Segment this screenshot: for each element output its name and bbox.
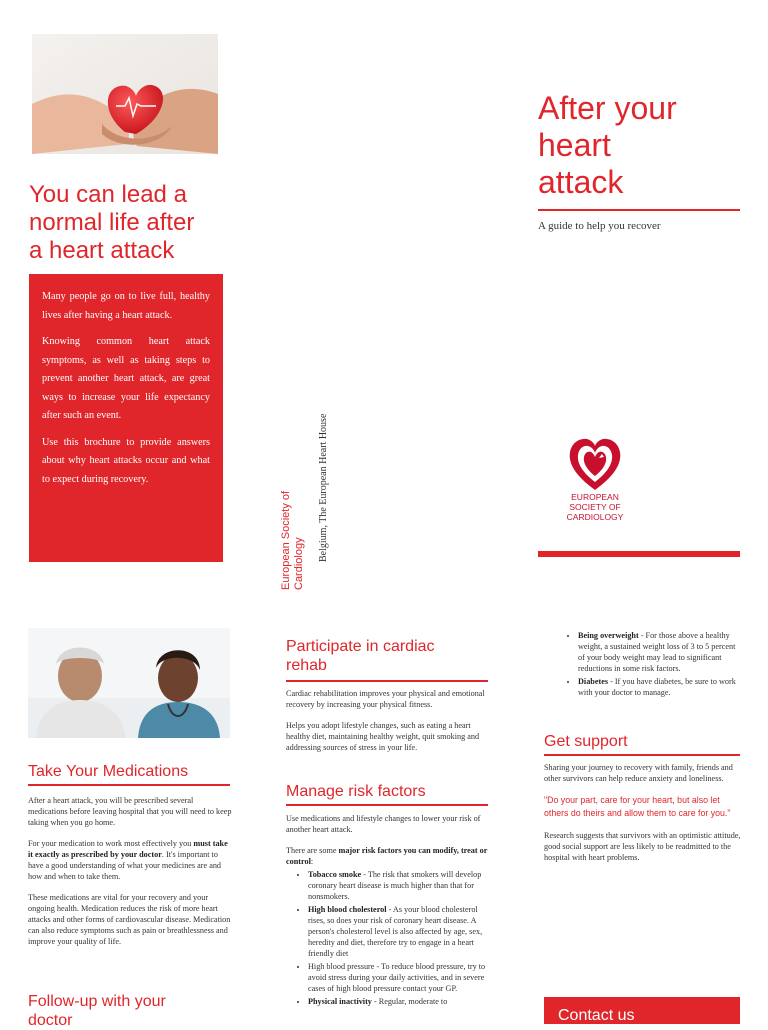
bold-run: Physical inactivity <box>308 997 372 1006</box>
cover-title-line: attack <box>538 164 624 200</box>
cover-title-divider <box>538 209 740 211</box>
get-support-title: Get support <box>544 733 628 750</box>
list-item <box>308 904 490 959</box>
title-line: rehab <box>286 657 327 674</box>
left-headline <box>29 181 229 265</box>
contact-us-title: Contact us <box>558 1007 635 1024</box>
support-body <box>544 762 742 873</box>
cover-title <box>538 90 677 201</box>
text-run: - Regular, moderate to <box>371 997 448 1006</box>
rehab-paragraph: Cardiac rehabilitation improves your physical and emotional recovery by increasing your physical fitness. <box>286 689 485 709</box>
manage-risk-title: Manage risk factors <box>286 783 426 800</box>
risk-paragraph <box>286 845 490 867</box>
text-run: For your medication to work most effectively you <box>28 839 194 848</box>
risk-factor-list <box>544 630 742 698</box>
text-run: - As your blood cholesterol rises, so does your risk of coronary heart disease. A person's cholesterol level is also affected by age, sex, heredity and diet, therefore try to engage in a heart friendly diet <box>308 905 483 958</box>
intro-paragraph: Many people go on to live full, healthy lives after having a heart attack. <box>42 291 210 321</box>
bold-run: major risk factors you can modify, treat or control <box>286 846 488 866</box>
org-address-vertical: Belgium, The European Heart House <box>318 413 329 562</box>
left-headline-line: a heart attack <box>29 237 175 264</box>
medications-paragraph: After a heart attack, you will be prescribed several medications before leaving hospital that you will need to keep taking when you go home. <box>28 796 232 827</box>
medications-paragraph <box>28 838 232 882</box>
risk-factor-list-continued <box>544 630 742 700</box>
intro-paragraph: Knowing common heart attack symptoms, as well as taking steps to prevent another heart attack, are great ways to increase your life expectancy after such an event. <box>42 336 210 421</box>
text-run: High blood pressure - To reduce blood pressure, try to avoid stress during your daily activities, and in severe cases of high blood pressure contact your GP. <box>308 962 486 993</box>
list-item <box>308 996 490 1007</box>
list-item <box>308 961 490 994</box>
esc-logo-text <box>558 492 632 522</box>
text-run: - The risk that smokers will develop coronary heart disease is much higher than that for nonsmokers. <box>308 870 482 901</box>
bold-run: Being overweight <box>578 631 639 640</box>
bold-run: High blood cholesterol <box>308 905 387 914</box>
left-headline-line: You can lead a <box>29 181 187 208</box>
text-run: There are some <box>286 846 339 855</box>
medications-paragraph: These medications are vital for your recovery and your ongoing health. Medication reduces the risk of more heart attacks and other forms of cardiovascular disease. Medication can also reduce symptoms such as pain or breathlessness and improve your quality of life. <box>28 893 231 946</box>
logo-text-line: SOCIETY OF <box>569 502 621 512</box>
org-name-line: Cardiology <box>293 537 305 590</box>
rehab-paragraph: Helps you adopt lifestyle changes, such as eating a heart healthy diet, maintaining healthy weight, quit smoking and addressing sources of stress in your life. <box>286 721 480 752</box>
text-run: - For those above a healthy weight, a sustained weight loss of 3 to 5 percent of your body weight may lead to significant reductions in some risk factors. <box>578 631 736 673</box>
intro-red-box <box>29 274 223 562</box>
text-run: . It's important to have a good understanding of what your medicines are and how and when to take them. <box>28 850 222 881</box>
text-run: : <box>310 857 314 866</box>
left-headline-line: normal life after <box>29 209 195 236</box>
intro-paragraph: Use this brochure to provide answers about why heart attacks occur and what to expect during recovery. <box>42 436 210 485</box>
follow-up-title <box>28 992 166 1030</box>
bold-run: must take it exactly as prescribed by your doctor <box>28 839 228 859</box>
bold-run: Diabetes <box>578 677 609 686</box>
org-name-vertical <box>280 491 306 590</box>
title-line: Follow-up with your <box>28 993 166 1010</box>
cover-title-line: heart <box>538 127 611 163</box>
cardiac-rehab-title <box>286 637 435 675</box>
section-divider <box>286 804 488 806</box>
logo-text-line: CARDIOLOGY <box>566 512 624 522</box>
org-name-line: European Society of <box>280 490 292 590</box>
bold-run: Tobacco smoke <box>308 870 362 879</box>
hands-heart-photo <box>32 34 218 154</box>
rehab-body <box>286 688 490 763</box>
support-paragraph: Sharing your journey to recovery with family, friends and other survivors can help reduce anxiety and loneliness. <box>544 763 733 783</box>
section-divider <box>286 680 488 682</box>
list-item <box>308 869 490 902</box>
support-quote: "Do your part, care for your heart, but also let others do theirs and allow them to care for you." <box>544 795 731 818</box>
cover-bottom-bar <box>538 551 740 557</box>
support-paragraph: Research suggests that survivors with an optimistic attitude, good social support are less likely to be readmitted to the hospital with heart problems. <box>544 831 741 862</box>
list-item <box>578 630 742 674</box>
section-divider <box>544 754 740 756</box>
contact-us-banner <box>544 997 740 1024</box>
list-item <box>578 676 742 698</box>
risk-body <box>286 813 490 1009</box>
section-divider <box>28 784 230 786</box>
medications-body <box>28 795 232 957</box>
cover-subtitle: A guide to help you recover <box>538 220 661 232</box>
risk-paragraph: Use medications and lifestyle changes to lower your risk of another heart attack. <box>286 814 481 834</box>
take-medications-title: Take Your Medications <box>28 763 189 780</box>
cover-title-line: After your <box>538 90 677 126</box>
title-line: doctor <box>28 1012 73 1029</box>
title-line: Participate in cardiac <box>286 638 435 655</box>
logo-text-line: EUROPEAN <box>571 492 619 502</box>
risk-factor-list <box>286 869 490 1007</box>
text-run: - If you have diabetes, be sure to work with your doctor to manage. <box>578 677 736 697</box>
doctor-patient-photo <box>28 628 230 738</box>
esc-logo-icon <box>566 436 624 492</box>
